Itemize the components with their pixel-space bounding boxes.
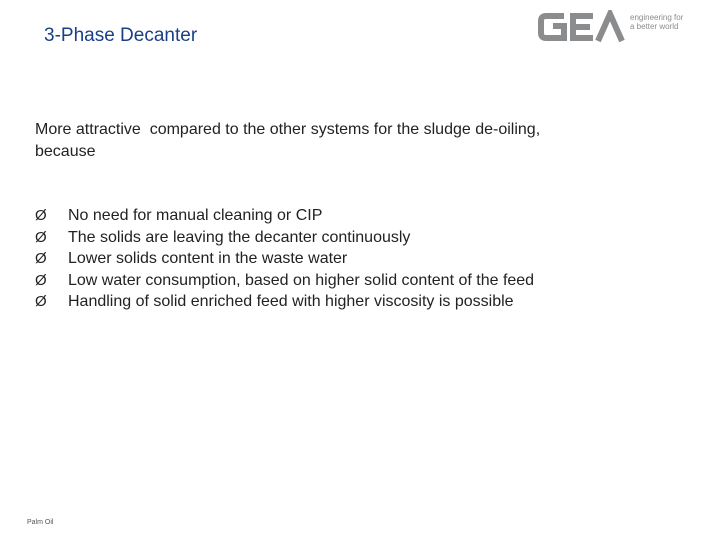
slide-title: 3-Phase Decanter <box>44 25 198 46</box>
bullet-text: Lower solids content in the waste water <box>68 250 348 267</box>
intro-text: More attractive compared to the other systems for the sludge de-oiling, because <box>35 121 541 160</box>
bullet-text: The solids are leaving the decanter continuously <box>68 228 411 246</box>
arrow-bullet-icon: Ø <box>35 228 47 246</box>
bullet-item <box>35 227 534 249</box>
logo-tagline <box>630 13 683 31</box>
gea-logo <box>538 10 698 46</box>
bullet-item <box>35 205 534 227</box>
bullet-text: Low water consumption, based on higher solid content of the feed <box>68 271 535 289</box>
tagline-line-1: engineering for <box>630 13 684 22</box>
bullet-item <box>35 291 534 313</box>
bullet-text: Handling of solid enriched feed with higher viscosity is possible <box>68 293 514 310</box>
bullet-item <box>35 270 534 292</box>
arrow-bullet-icon: Ø <box>35 250 47 267</box>
gea-logo-mark <box>538 10 628 44</box>
bullet-item <box>35 248 534 270</box>
arrow-bullet-icon: Ø <box>35 271 47 289</box>
tagline-line-2: a better world <box>630 22 679 31</box>
bullet-text: No need for manual cleaning or CIP <box>68 207 323 224</box>
bullet-list <box>35 205 534 313</box>
arrow-bullet-icon: Ø <box>35 207 47 224</box>
footer-label: Palm Oil <box>27 519 54 526</box>
arrow-bullet-icon: Ø <box>35 293 47 310</box>
